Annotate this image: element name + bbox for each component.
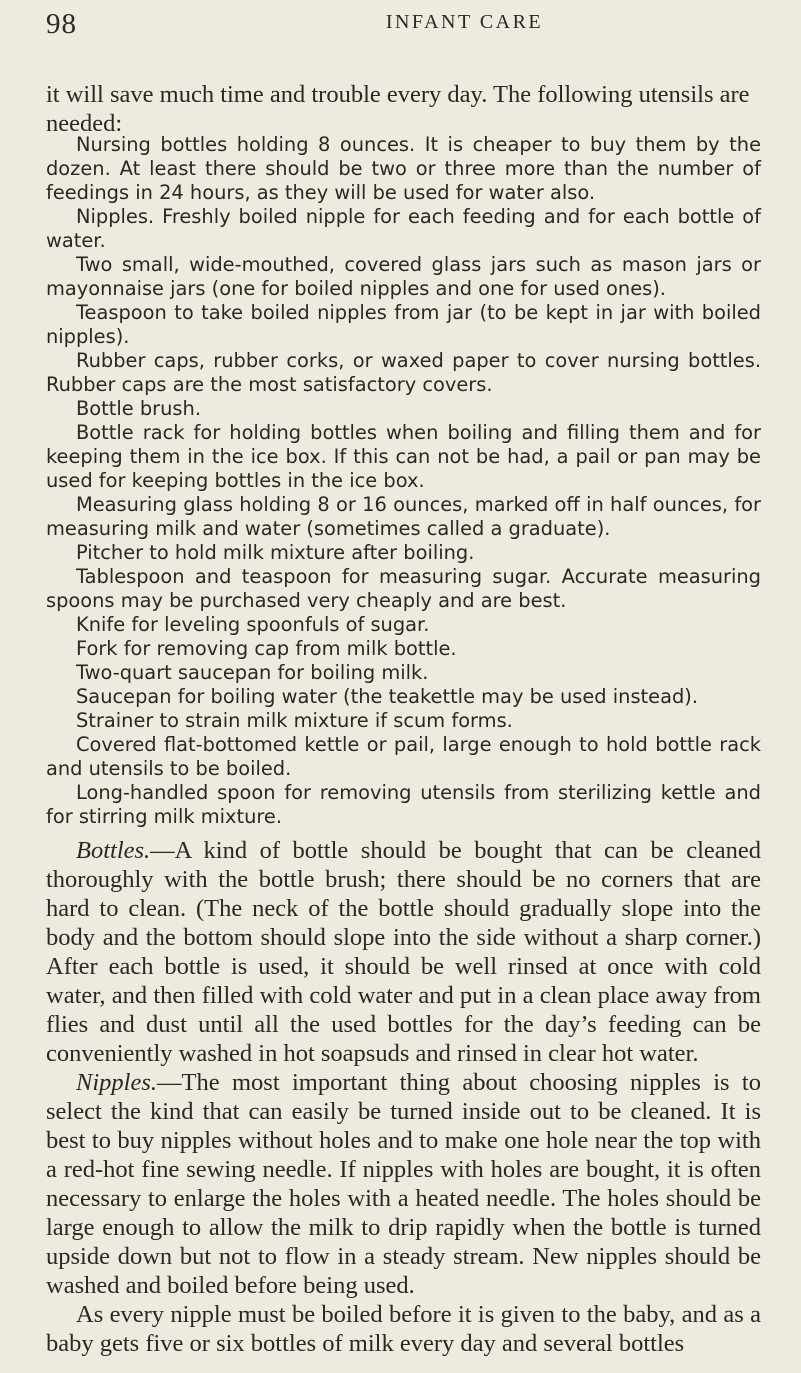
list-item: Bottle rack for holding bottles when boiling and filling them and for keeping them in the ice box. If this can not be had, a pail or pan may be used for keeping bottles in the ice box. [46,421,761,492]
running-head: INFANT CARE [385,11,544,33]
list-item: Tablespoon and teaspoon for measuring sugar. Accurate measuring spoons may be purchased very cheaply and are best. [46,565,761,612]
intro-text: it will save much time and trouble every day. The following utensils are needed: [46,81,750,137]
list-item: Bottle brush. [76,397,201,420]
paragraph-label: Bottles. [76,837,151,864]
list-item: Measuring glass holding 8 or 16 ounces, marked off in half ounces, for measuring milk and water (sometimes called a graduate). [46,493,761,540]
list-item: Nursing bottles holding 8 ounces. It is cheaper to buy them by the dozen. At least there should be two or three more than the number of feedings in 24 hours, as they will be used for water also. [46,133,761,204]
list-item: Two small, wide-mouthed, covered glass jars such as mason jars or mayonnaise jars (one for boiled nipples and one for used ones). [46,253,761,300]
list-item: Covered flat-bottomed kettle or pail, large enough to hold bottle rack and utensils to be boiled. [46,733,761,780]
list-item: Saucepan for boiling water (the teakettle may be used instead). [76,685,699,708]
list-item: Pitcher to hold milk mixture after boiling. [76,541,475,564]
paragraph-continuation [46,1300,761,1358]
list-item: Nipples. Freshly boiled nipple for each feeding and for each bottle of water. [46,205,761,252]
page-header [46,8,761,48]
paragraph-label: Nipples. [76,1069,157,1096]
list-item: Strainer to strain milk mixture if scum forms. [76,709,513,732]
list-item: Two-quart saucepan for boiling milk. [76,661,429,684]
paragraph-bottles [46,836,761,1068]
list-item: Knife for leveling spoonfuls of sugar. [76,613,430,636]
paragraph-text: —The most important thing about choosing nipples is to select the kind that can easily be turned inside out to be cleaned. It is best to buy nipples without holes and to make one hole near the top with a red-hot fine sewing needle. If nipples with holes are bought, it is often necessary to enlarge the holes with a heated needle. The holes should be large enough to allow the milk to drip rapidly when the bottle is turned upside down but not to flow in a steady stream. New nipples should be washed and boiled before being used. [46,1069,761,1299]
list-item: Fork for removing cap from milk bottle. [76,637,457,660]
list-item: Teaspoon to take boiled nipples from jar (to be kept in jar with boiled nipples). [46,301,761,348]
paragraph-nipples [46,1068,761,1300]
list-item: Long-handled spoon for removing utensils from sterilizing kettle and for stirring milk mixture. [46,781,761,828]
body-text [46,836,761,1358]
paragraph-text: As every nipple must be boiled before it is given to the baby, and as a baby gets five or six bottles of milk every day and several bottles [46,1301,761,1357]
utensil-list [46,133,761,829]
paragraph-text: —A kind of bottle should be bought that can be cleaned thoroughly with the bottle brush; there should be no corners that are hard to clean. (The neck of the bottle should gradually slope into the body and the bottom should slope into the side without a sharp corner.) After each bottle is used, it should be well rinsed at once with cold water, and then filled with cold water and put in a clean place away from flies and dust until all the used bottles for the day’s feeding can be conveniently washed in hot soapsuds and rinsed in clear hot water. [46,837,761,1067]
page-number: 98 [46,8,77,40]
list-item: Rubber caps, rubber corks, or waxed paper to cover nursing bottles. Rubber caps are the most satisfactory covers. [46,349,761,396]
